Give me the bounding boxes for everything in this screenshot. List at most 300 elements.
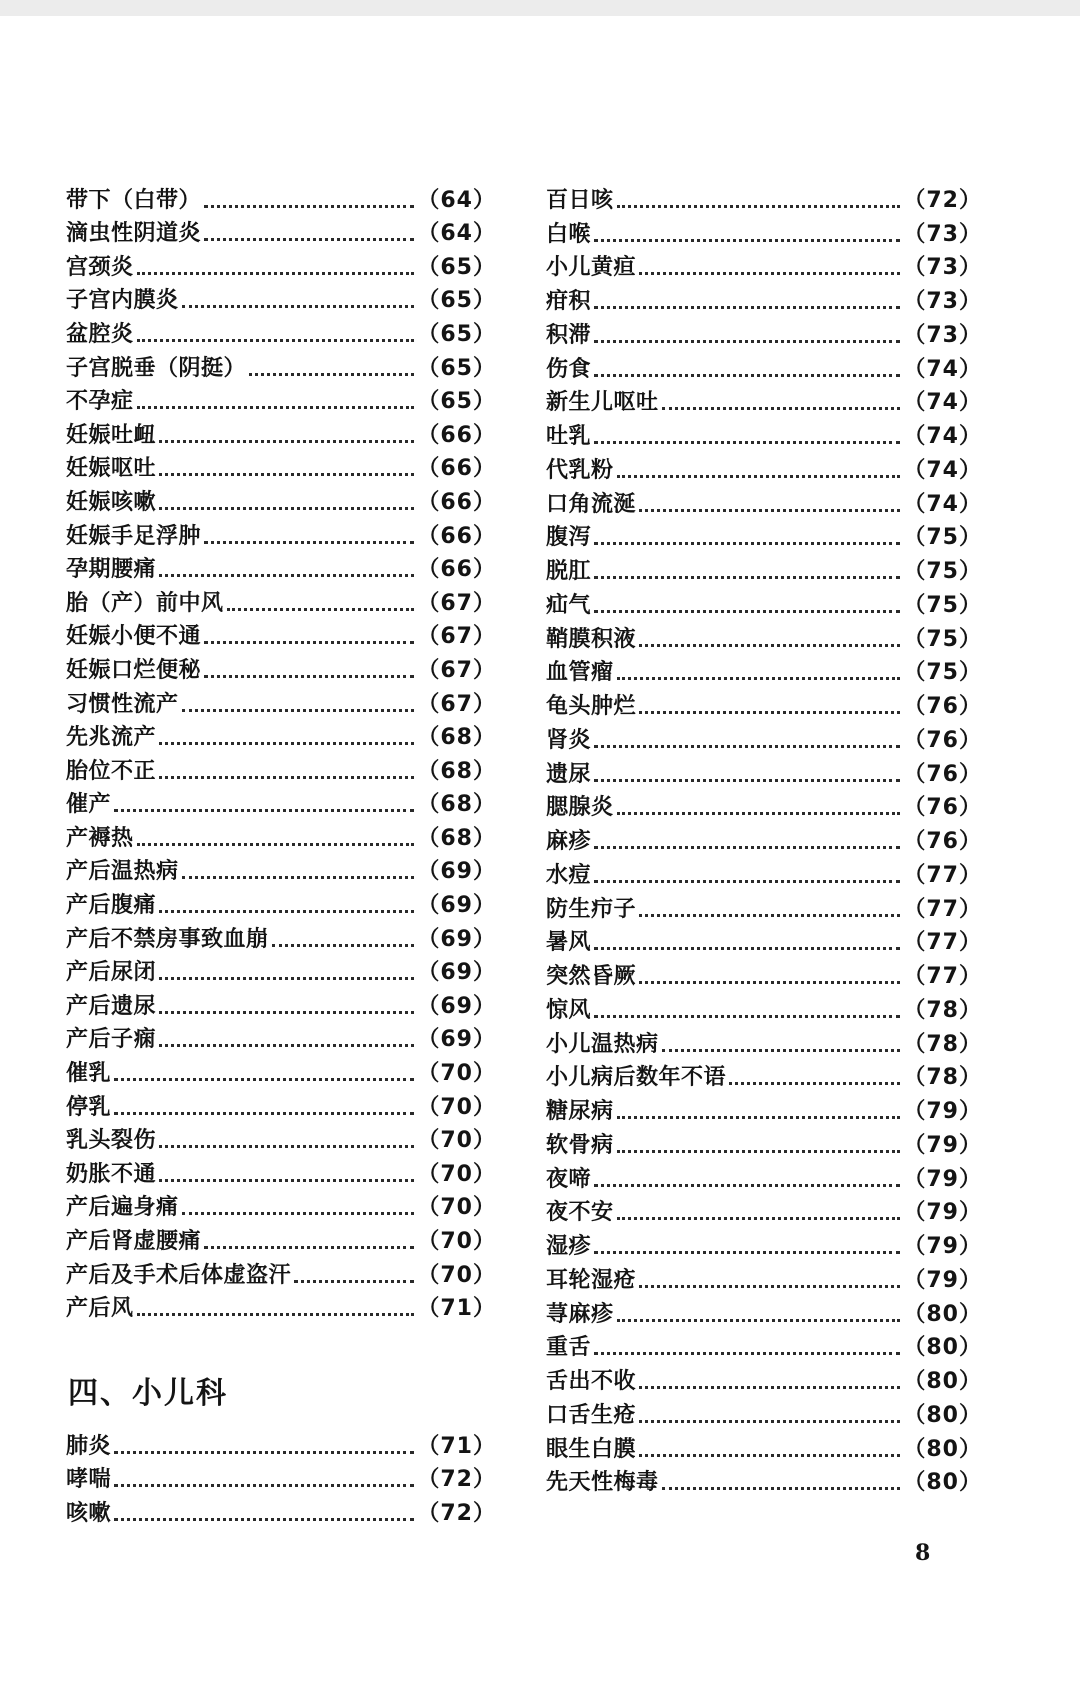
dot-leader	[662, 1486, 901, 1490]
toc-entry	[546, 1195, 982, 1229]
dot-leader	[617, 204, 901, 208]
toc-entry-title: 产后及手术后体虚盗汗	[66, 1262, 292, 1288]
toc-entry-title: 小儿温热病	[546, 1031, 659, 1057]
toc-entry-page: （74）	[903, 390, 982, 416]
dot-leader	[639, 508, 900, 512]
toc-entry-page: （70）	[417, 1094, 496, 1120]
toc-entry-page: （80）	[903, 1369, 982, 1394]
toc-entry-title: 小儿黄疸	[546, 255, 637, 281]
dot-leader	[114, 1450, 414, 1454]
toc-entry-page: （66）	[417, 489, 496, 515]
toc-entry-title: 妊娠吐衄	[66, 422, 157, 448]
toc-entry-title: 妊娠手足浮肿	[66, 523, 202, 549]
dot-leader	[729, 1081, 900, 1085]
toc-entry	[66, 988, 496, 1022]
toc-entry-page: （68）	[417, 825, 496, 851]
dot-leader	[137, 1312, 415, 1316]
toc-entry-page: （75）	[903, 525, 982, 551]
dot-leader	[182, 304, 415, 308]
toc-entry-page: （70）	[417, 1061, 496, 1087]
dot-leader	[114, 1517, 414, 1521]
toc-entry	[66, 1055, 496, 1089]
toc-entry	[546, 688, 982, 722]
toc-entry-title: 妊娠咳嗽	[66, 489, 157, 515]
toc-entry-page: （75）	[903, 660, 982, 686]
dot-leader	[594, 609, 900, 613]
dot-leader	[159, 1178, 414, 1182]
dot-leader	[594, 879, 900, 883]
toc-entry-page: （68）	[417, 725, 496, 751]
toc-entry-title: 白喉	[546, 221, 592, 247]
toc-entry-page: （64）	[417, 187, 496, 213]
dot-leader	[639, 1419, 900, 1423]
dot-leader	[137, 842, 415, 846]
dot-leader	[159, 741, 414, 745]
toc-entry-title: 龟头肿烂	[546, 694, 637, 719]
toc-entry-title: 水痘	[546, 862, 592, 888]
toc-entry-title: 糖尿病	[546, 1099, 614, 1124]
toc-entry-page: （77）	[903, 964, 982, 989]
toc-entry-page: （69）	[417, 893, 496, 919]
toc-entry-title: 产后温热病	[66, 859, 179, 885]
toc-entry-page: （73）	[903, 322, 982, 348]
dot-leader	[662, 406, 901, 410]
toc-entry-title: 肺炎	[66, 1433, 112, 1459]
toc-entry-title: 舌出不收	[546, 1369, 637, 1394]
toc-entry-page: （76）	[903, 829, 982, 854]
dot-leader	[594, 373, 900, 377]
toc-entry-title: 产褥热	[66, 825, 134, 851]
toc-entry	[66, 350, 496, 384]
toc-entry-page: （67）	[417, 590, 496, 616]
toc-entry-title: 荨麻疹	[546, 1301, 614, 1327]
toc-entry-title: 惊风	[546, 997, 592, 1023]
toc-entry-title: 宫颈炎	[66, 254, 134, 280]
toc-entry-page: （68）	[417, 792, 496, 818]
toc-entry	[66, 1123, 496, 1157]
toc-entry-title: 疝气	[546, 592, 592, 618]
toc-entry-title: 软骨病	[546, 1132, 614, 1158]
toc-entry-page: （80）	[903, 1436, 982, 1462]
toc-entry	[66, 854, 496, 888]
toc-entry-page: （80）	[903, 1335, 982, 1361]
toc-entry	[546, 1262, 982, 1296]
toc-entry-page: （75）	[903, 592, 982, 618]
dot-leader	[114, 1077, 414, 1081]
toc-entry	[546, 857, 982, 891]
toc-entry-title: 腹泻	[546, 525, 592, 551]
dot-leader	[639, 1385, 900, 1389]
toc-entry	[546, 1431, 982, 1465]
toc-entry-page: （67）	[417, 624, 496, 650]
toc-entry-page: （69）	[417, 926, 496, 952]
dot-leader	[594, 575, 900, 579]
toc-entry	[546, 992, 982, 1026]
toc-entry	[66, 484, 496, 518]
toc-entry	[66, 1462, 496, 1496]
toc-entry	[546, 1127, 982, 1161]
toc-entry	[546, 790, 982, 824]
toc-entry	[66, 1428, 496, 1462]
toc-entry-title: 遗尿	[546, 761, 592, 787]
dot-leader	[639, 980, 900, 984]
dot-leader	[594, 440, 900, 444]
toc-entry-page: （79）	[903, 1132, 982, 1158]
section-heading: 四、小儿科	[68, 1376, 228, 1411]
toc-entry-page: （78）	[903, 1031, 982, 1057]
toc-entry-title: 代乳粉	[546, 457, 614, 483]
toc-entry-title: 产后遗尿	[66, 993, 157, 1019]
toc-entry	[66, 686, 496, 720]
toc-entry-page: （72）	[417, 1500, 496, 1526]
toc-entry-page: （66）	[417, 456, 496, 482]
dot-leader	[159, 775, 414, 779]
toc-entry-title: 带下（白带）	[66, 187, 202, 213]
dot-leader	[159, 573, 414, 577]
toc-entry-page: （65）	[417, 288, 496, 314]
dot-leader	[617, 1318, 901, 1322]
toc-entry	[66, 552, 496, 586]
toc-entry	[546, 283, 982, 317]
page-number: 8	[915, 1540, 931, 1566]
dot-leader	[594, 305, 900, 309]
toc-entry-page: （79）	[903, 1267, 982, 1293]
toc-entry-title: 夜啼	[546, 1166, 592, 1192]
toc-entry	[66, 787, 496, 821]
toc-entry	[546, 553, 982, 587]
toc-entry-page: （74）	[903, 424, 982, 449]
toc-entry-page: （78）	[903, 1065, 982, 1091]
toc-entry	[546, 1397, 982, 1431]
toc-entry-page: （79）	[903, 1166, 982, 1192]
toc-entry	[546, 351, 982, 385]
toc-left-column	[66, 182, 496, 1324]
toc-entry	[546, 958, 982, 992]
toc-entry-page: （80）	[903, 1301, 982, 1327]
toc-entry-title: 眼生白膜	[546, 1436, 637, 1462]
toc-entry	[66, 753, 496, 787]
toc-entry-title: 防生疖子	[546, 896, 637, 922]
toc-entry	[66, 518, 496, 552]
toc-entry-title: 疳积	[546, 289, 592, 314]
dot-leader	[159, 1010, 414, 1014]
dot-leader	[182, 708, 415, 712]
top-edge-bar	[0, 0, 1080, 16]
toc-entry	[546, 1330, 982, 1364]
toc-entry-title: 先兆流产	[66, 725, 157, 751]
toc-entry	[66, 182, 496, 216]
dot-leader	[159, 909, 414, 913]
dot-leader	[204, 540, 414, 544]
toc-entry-title: 腮腺炎	[546, 795, 614, 821]
toc-entry-page: （79）	[903, 1099, 982, 1124]
toc-entry	[546, 1228, 982, 1262]
toc-entry-page: （70）	[417, 1195, 496, 1221]
toc-entry-title: 产后风	[66, 1296, 134, 1322]
toc-entry-page: （64）	[417, 221, 496, 247]
toc-entry-title: 子宫脱垂（阴挺）	[66, 355, 247, 381]
toc-entry	[66, 619, 496, 653]
toc-entry-page: （66）	[417, 557, 496, 583]
toc-entry	[66, 1257, 496, 1291]
toc-entry-page: （73）	[903, 255, 982, 281]
dot-leader	[617, 1149, 901, 1153]
toc-entry-title: 先天性梅毒	[546, 1470, 659, 1496]
toc-entry-title: 口角流涎	[546, 491, 637, 517]
toc-entry	[546, 925, 982, 959]
toc-entry-title: 妊娠口烂便秘	[66, 657, 202, 683]
dot-leader	[159, 976, 414, 980]
toc-entry-page: （65）	[417, 254, 496, 280]
toc-entry-page: （70）	[417, 1262, 496, 1288]
dot-leader	[594, 946, 900, 950]
toc-entry-title: 咳嗽	[66, 1500, 112, 1526]
toc-entry-title: 胎（产）前中风	[66, 590, 224, 616]
toc-entry-title: 新生儿呕吐	[546, 390, 659, 416]
toc-right-column	[546, 182, 982, 1498]
dot-leader	[272, 943, 415, 947]
toc-entry-page: （74）	[903, 356, 982, 382]
toc-entry	[546, 1465, 982, 1499]
dot-leader	[182, 875, 415, 879]
toc-entry-page: （80）	[903, 1402, 982, 1428]
dot-leader	[182, 1211, 415, 1215]
toc-entry	[546, 486, 982, 520]
dot-leader	[249, 372, 414, 376]
toc-entry-page: （74）	[903, 457, 982, 483]
dot-leader	[114, 808, 414, 812]
toc-entry-page: （73）	[903, 289, 982, 314]
toc-entry-title: 产后子痫	[66, 1027, 157, 1053]
dot-leader	[204, 204, 414, 208]
toc-entry	[546, 823, 982, 857]
toc-entry-title: 产后肾虚腰痛	[66, 1229, 202, 1254]
dot-leader	[114, 1111, 414, 1115]
toc-entry	[66, 887, 496, 921]
dot-leader	[594, 1351, 900, 1355]
dot-leader	[617, 676, 901, 680]
toc-entry-page: （77）	[903, 930, 982, 956]
toc-entry-page: （66）	[417, 422, 496, 448]
toc-entry-page: （80）	[903, 1470, 982, 1496]
toc-entry-page: （69）	[417, 859, 496, 885]
toc-entry-title: 产后不禁房事致血崩	[66, 926, 269, 952]
toc-entry-title: 盆腔炎	[66, 321, 134, 347]
toc-entry-title: 妊娠呕吐	[66, 456, 157, 482]
toc-entry-page: （65）	[417, 321, 496, 347]
toc-entry-page: （68）	[417, 758, 496, 784]
toc-entry	[66, 316, 496, 350]
toc-entry-page: （69）	[417, 993, 496, 1019]
toc-entry	[66, 1495, 496, 1529]
toc-left-column-after-heading	[66, 1428, 496, 1529]
toc-entry-title: 口舌生疮	[546, 1402, 637, 1428]
dot-leader	[617, 1115, 901, 1119]
dot-leader	[594, 778, 900, 782]
toc-entry-title: 滴虫性阴道炎	[66, 221, 202, 247]
dot-leader	[159, 472, 414, 476]
toc-entry	[546, 1161, 982, 1195]
toc-entry-page: （70）	[417, 1128, 496, 1154]
toc-entry	[546, 182, 982, 216]
toc-entry-title: 鞘膜积液	[546, 626, 637, 652]
toc-entry	[546, 317, 982, 351]
toc-entry-title: 夜不安	[546, 1200, 614, 1226]
toc-entry-title: 麻疹	[546, 829, 592, 854]
dot-leader	[639, 1453, 900, 1457]
dot-leader	[294, 1279, 414, 1283]
toc-entry-title: 不孕症	[66, 389, 134, 415]
toc-entry-page: （79）	[903, 1200, 982, 1226]
toc-entry-page: （66）	[417, 523, 496, 549]
toc-entry	[546, 385, 982, 419]
toc-entry-page: （69）	[417, 1027, 496, 1053]
toc-entry-title: 乳头裂伤	[66, 1128, 157, 1154]
toc-entry	[66, 585, 496, 619]
toc-entry	[546, 621, 982, 655]
toc-entry	[546, 1296, 982, 1330]
toc-entry	[66, 1089, 496, 1123]
toc-entry-title: 百日咳	[546, 187, 614, 213]
toc-entry-title: 哮喘	[66, 1467, 112, 1493]
toc-entry-page: （75）	[903, 626, 982, 652]
toc-entry-page: （67）	[417, 691, 496, 717]
toc-entry-title: 催产	[66, 792, 112, 818]
toc-entry-page: （65）	[417, 355, 496, 381]
dot-leader	[114, 1483, 414, 1487]
toc-entry	[66, 652, 496, 686]
dot-leader	[159, 1043, 414, 1047]
toc-entry-title: 子宫内膜炎	[66, 288, 179, 314]
toc-entry	[546, 756, 982, 790]
toc-entry	[546, 250, 982, 284]
toc-entry-page: （76）	[903, 761, 982, 787]
dot-leader	[662, 1048, 901, 1052]
toc-entry-page: （76）	[903, 795, 982, 821]
toc-entry-page: （75）	[903, 559, 982, 584]
toc-entry-page: （69）	[417, 960, 496, 986]
toc-entry-page: （76）	[903, 727, 982, 753]
toc-entry-title: 暑风	[546, 930, 592, 956]
toc-entry-page: （70）	[417, 1229, 496, 1254]
toc-entry-title: 催乳	[66, 1061, 112, 1087]
dot-leader	[594, 1014, 900, 1018]
toc-entry	[66, 283, 496, 317]
toc-entry-title: 湿疹	[546, 1234, 592, 1259]
dot-leader	[594, 845, 900, 849]
toc-entry	[66, 1291, 496, 1325]
dot-leader	[617, 474, 901, 478]
toc-entry	[546, 1026, 982, 1060]
toc-entry	[66, 417, 496, 451]
toc-entry	[546, 587, 982, 621]
toc-entry-title: 伤食	[546, 356, 592, 382]
toc-entry	[66, 921, 496, 955]
toc-entry-title: 胎位不正	[66, 758, 157, 784]
dot-leader	[594, 1183, 900, 1187]
dot-leader	[594, 1250, 900, 1254]
dot-leader	[159, 506, 414, 510]
toc-entry-title: 奶胀不通	[66, 1161, 157, 1187]
dot-leader	[159, 439, 414, 443]
toc-entry-page: （78）	[903, 997, 982, 1023]
toc-entry-title: 停乳	[66, 1094, 112, 1120]
toc-entry-title: 小儿病后数年不语	[546, 1065, 727, 1091]
toc-entry-title: 产后遍身痛	[66, 1195, 179, 1221]
toc-entry	[546, 1060, 982, 1094]
dot-leader	[639, 1284, 900, 1288]
toc-entry	[546, 1363, 982, 1397]
toc-entry-title: 重舌	[546, 1335, 592, 1361]
toc-entry-title: 血管瘤	[546, 660, 614, 686]
dot-leader	[159, 1144, 414, 1148]
dot-leader	[204, 640, 414, 644]
toc-entry	[546, 655, 982, 689]
toc-entry	[66, 1156, 496, 1190]
dot-leader	[594, 744, 900, 748]
dot-leader	[594, 541, 900, 545]
toc-entry-page: （76）	[903, 694, 982, 719]
toc-entry-title: 积滞	[546, 322, 592, 348]
toc-entry-page: （77）	[903, 896, 982, 922]
dot-leader	[639, 710, 900, 714]
toc-entry	[66, 1022, 496, 1056]
dot-leader	[137, 271, 415, 275]
toc-entry	[66, 1190, 496, 1224]
toc-entry	[66, 955, 496, 989]
dot-leader	[594, 238, 900, 242]
toc-entry	[546, 418, 982, 452]
toc-entry	[66, 720, 496, 754]
toc-entry	[66, 820, 496, 854]
toc-entry-title: 妊娠小便不通	[66, 624, 202, 650]
toc-entry-title: 耳轮湿疮	[546, 1267, 637, 1293]
dot-leader	[594, 339, 900, 343]
dot-leader	[639, 271, 900, 275]
toc-entry-title: 吐乳	[546, 424, 592, 449]
toc-entry	[66, 451, 496, 485]
dot-leader	[137, 338, 415, 342]
dot-leader	[204, 674, 414, 678]
toc-entry	[66, 216, 496, 250]
toc-entry-title: 突然昏厥	[546, 964, 637, 989]
toc-entry	[546, 452, 982, 486]
toc-entry-title: 习惯性流产	[66, 691, 179, 717]
toc-entry-title: 脱肛	[546, 559, 592, 584]
dot-leader	[137, 405, 415, 409]
dot-leader	[617, 1216, 901, 1220]
toc-entry	[66, 1223, 496, 1257]
toc-entry-page: （72）	[903, 187, 982, 213]
toc-entry	[546, 891, 982, 925]
dot-leader	[204, 1245, 414, 1249]
toc-entry-page: （70）	[417, 1161, 496, 1187]
dot-leader	[204, 237, 414, 241]
toc-entry	[66, 384, 496, 418]
toc-entry-page: （77）	[903, 862, 982, 888]
toc-entry-page: （67）	[417, 657, 496, 683]
toc-entry-page: （72）	[417, 1467, 496, 1493]
toc-entry-title: 肾炎	[546, 727, 592, 753]
dot-leader	[617, 811, 901, 815]
toc-entry-page: （74）	[903, 491, 982, 517]
toc-entry	[546, 722, 982, 756]
toc-entry	[546, 1093, 982, 1127]
toc-entry	[546, 520, 982, 554]
toc-entry-page: （73）	[903, 221, 982, 247]
dot-leader	[227, 607, 415, 611]
toc-entry-page: （79）	[903, 1234, 982, 1259]
